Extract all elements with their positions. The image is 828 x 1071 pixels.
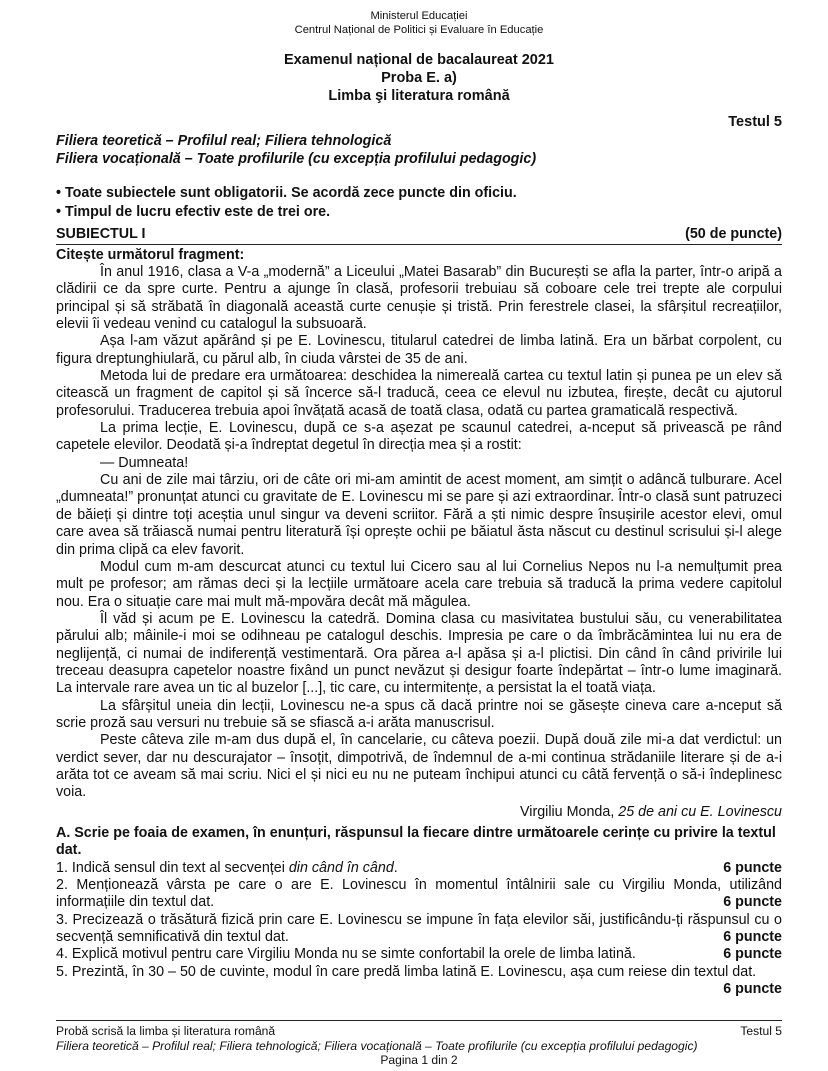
read-instruction: Citește următorul fragment: bbox=[56, 247, 245, 263]
page-number: Pagina 1 din 2 bbox=[380, 1053, 458, 1067]
paragraph: La prima lecție, E. Lovinescu, după ce s-a așezat pe scaunul catedrei, a-nceput să privească pe rând capetele elevilor. Deodată și-a îndreptat degetul în direcția mea și a rostit: bbox=[56, 420, 782, 454]
section-points: (50 de puncte) bbox=[685, 226, 782, 242]
exam-title-block bbox=[56, 51, 782, 105]
paragraph: La sfârșitul uneia din lecții, Lovinescu ne-a spus că dacă printre noi se găsește cineva care a-nceput să scrie proză sau versuri nu trebuie să se sfiască a-i arăta manuscrisul. bbox=[56, 697, 782, 731]
requirement-text: 3. Precizează o trăsătură fizică prin care E. Lovinescu se impune în fața elevilor săi, justificându-ți răspunsul cu o secvență semnificativă din textul dat. bbox=[56, 911, 782, 946]
page-footer bbox=[56, 1020, 782, 1068]
footer-filiera: Filiera teoretică – Profilul real; Filiera tehnologică; Filiera vocațională – Toate profilurile (cu excepția profilului pedagogic) bbox=[56, 1038, 698, 1053]
paragraph: — Dumneata! bbox=[100, 454, 189, 471]
rule-item: • Toate subiectele sunt obligatorii. Se acordă zece puncte din oficiu. bbox=[56, 185, 517, 201]
requirement-text: 5. Prezintă, în 30 – 50 de cuvinte, modul în care predă limba latină E. Lovinescu, așa cum reiese din textul dat. bbox=[56, 963, 757, 980]
requirement-text: 1. Indică sensul din text al secvenței bbox=[56, 859, 289, 876]
requirement-item bbox=[56, 877, 782, 912]
exam-subject: Limba şi literatura română bbox=[328, 88, 510, 104]
requirement-text: 4. Explică motivul pentru care Virgiliu Monda nu se simte confortabil la orele de limba latină. bbox=[56, 946, 636, 963]
ministry-header bbox=[56, 9, 782, 37]
part-a-title: A. Scrie pe foaia de examen, în enunțuri, răspunsul la fiecare dintre următoarele cerințe cu privire la textul dat. bbox=[56, 824, 776, 859]
requirement-quote: din când în când bbox=[288, 859, 394, 876]
paragraph: Așa l-am văzut apărând și pe E. Lovinescu, titularul catedrei de limba latină. Era un bărbat corpolent, cu figura dreptunghiulară, cu părul alb, în ciuda vârstei de 35 de ani. bbox=[56, 333, 782, 367]
requirement-points: 6 puncte bbox=[723, 894, 782, 911]
paragraph: Îl văd și acum pe E. Lovinescu la catedră. Domina clasa cu masivitatea bustului său, cu venerabilitatea părului alb; mâinile-i moi se odihneau pe catalogul deschis. Impresia pe care o da îmbrăcămintea lui nu era de neglijență, ci numai de indiferență vestimentară. Ora părea a-l apăsa și a-l plictisi. Din când în când privirile lui treceau deasupra capetelor noastre fixând un punct nevăzut și desigur foarte îndepărtat – într-o lume imaginară. La intervale rare avea un tic al buzelor [...], tic care, cu intermitențe, a persistat la el toată viața. bbox=[56, 610, 782, 697]
section-title: SUBIECTUL I bbox=[56, 226, 146, 242]
rule-item: • Timpul de lucru efectiv este de trei ore. bbox=[56, 203, 331, 220]
requirement-points: 6 puncte bbox=[723, 859, 782, 876]
paragraph: Metoda lui de predare era următoarea: deschidea la nimereală cartea cu textul latin și punea pe un elev să citească un fragment de capitol și să încerce să-l traducă, ceea ce elevul nu izbutea, firește, decât cu ajutorul profesorului. Traducerea trebuia apoi învățată acasă de toată clasa, odată cu partea gramaticală respectivă. bbox=[56, 368, 782, 419]
footer-right: Testul 5 bbox=[740, 1024, 782, 1038]
requirement-points: 6 puncte bbox=[723, 981, 782, 998]
footer-row bbox=[56, 1024, 782, 1039]
ministry-name: Ministerul Educației bbox=[370, 10, 468, 22]
center-name: Centrul Național de Politici și Evaluare în Educație bbox=[294, 24, 544, 36]
requirement-points: 6 puncte bbox=[723, 929, 782, 946]
test-number: Testul 5 bbox=[728, 114, 782, 130]
requirement-item bbox=[56, 946, 782, 963]
requirement-item bbox=[56, 912, 782, 947]
text-fragment bbox=[56, 264, 782, 802]
filiera-line-2: Filiera vocațională – Toate profilurile (cu excepția profilului pedagogic) bbox=[56, 150, 537, 167]
requirement-item bbox=[56, 860, 782, 877]
rules-list bbox=[56, 184, 782, 221]
source-work: 25 de ani cu E. Lovinescu bbox=[618, 803, 782, 820]
paragraph: Modul cum m-am descurcat atunci cu textul lui Cicero sau al lui Cornelius Nepos nu l-a nemulțumit prea mult pe profesor; am rămas deci și la lecțiile următoare acela care trebuia să traducă la prima vedere capitolul nou. Era o situație care mai mult mă-mpovăra decât mă măgulea. bbox=[56, 558, 782, 610]
filiera-line-1: Filiera teoretică – Profilul real; Filiera tehnologică bbox=[56, 133, 392, 149]
exam-name: Examenul național de bacalaureat 2021 bbox=[284, 52, 554, 68]
source-citation bbox=[56, 803, 782, 821]
requirement-text-end: . bbox=[393, 859, 398, 876]
source-author: Virgiliu Monda, bbox=[519, 803, 619, 820]
exam-page bbox=[56, 0, 782, 998]
filiera-block bbox=[56, 133, 782, 168]
requirement-text: 2. Menționează vârsta pe care o are E. Lovinescu în momentul întâlnirii sale cu Virgiliu Monda, utilizând informațiile din textul dat. bbox=[56, 877, 782, 911]
exam-proba: Proba E. a) bbox=[381, 70, 457, 86]
paragraph: Peste câteva zile m-am dus după el, în cancelarie, cu câteva poezii. După două zile mi-a dat verdictul: un verdict sever, dar nu descurajator – însoțit, dimpotrivă, de îndemnul de a-mi continua strădaniile literare și de a-i arăta tot ce aveam să mai scriu. Nici el și nici eu nu ne puteam închipui atunci cu câtă fervență o să-i îndeplinesc voia. bbox=[56, 732, 782, 801]
paragraph: În anul 1916, clasa a V-a „modernă” a Liceului „Matei Basarab” din București se afla la parter, într-o aripă a clădirii ce da spre curte. Pentru a ajunge în clasă, profesorii trebuiau să coboare cele trei trepte ale corpului principal și să străbată în diagonală această curte cenușie și tristă. Prin ferestrele clasei, la sfârșitul recreațiilor, elevii îi vedeau venind cu catalogul la subsuoară. bbox=[56, 264, 782, 333]
paragraph: Cu ani de zile mai târziu, ori de câte ori mi-am amintit de acest moment, am simțit o adâncă tulburare. Acel „dumneata!” pronunțat atunci cu gravitate de E. Lovinescu mi se pare și azi extraordinar. Într-o clasă sunt patruzeci de băieți și dintre toți aceștia unul singur va deveni scriitor. Fără a ști nimic despre însușirile acestor elevi, omul care avea să trăiască numai pentru literatură își oprește ochii pe băiatul ăsta născut cu destinul scrisului și-l alege din prima clipă ca elev favorit. bbox=[56, 472, 782, 558]
footer-left: Probă scrisă la limba și literatura română bbox=[56, 1024, 276, 1038]
section-header bbox=[56, 226, 782, 245]
requirement-item bbox=[56, 964, 782, 999]
requirement-points: 6 puncte bbox=[723, 946, 782, 963]
